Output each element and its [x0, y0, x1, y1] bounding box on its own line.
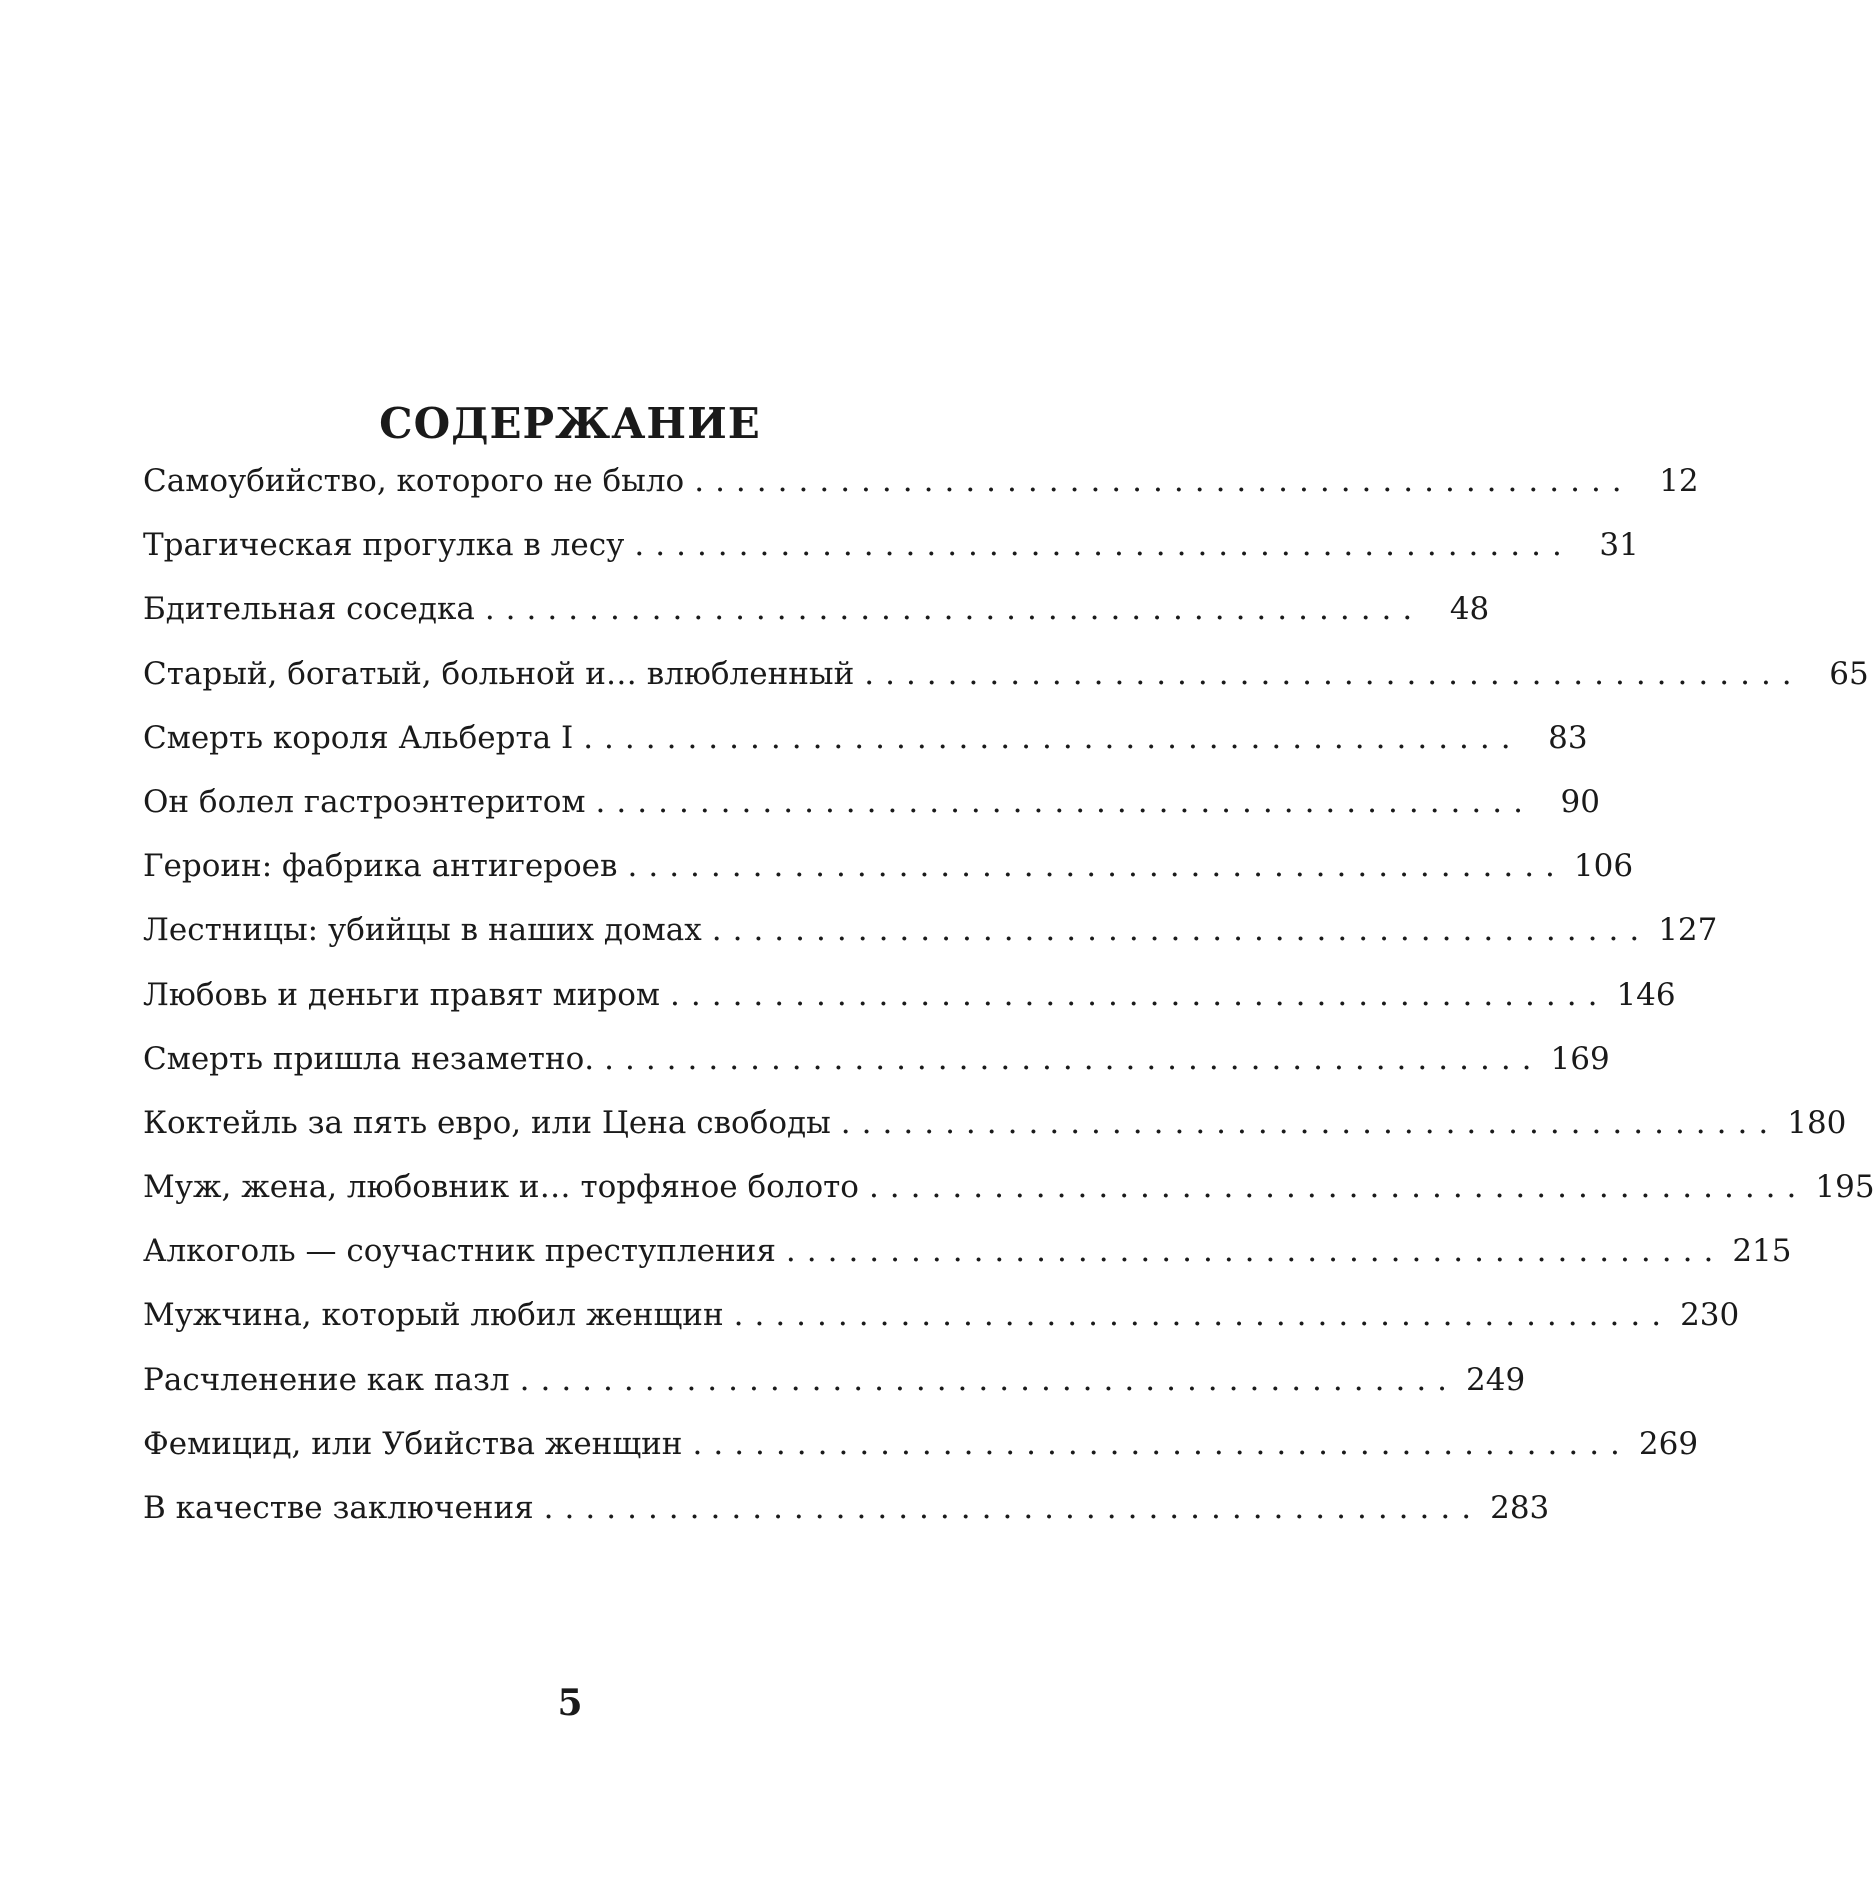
toc-entry [143, 1095, 1847, 1159]
dot-leader: ............................................. [595, 783, 1534, 820]
toc-entry-page: 169 [1550, 1040, 1610, 1077]
toc-entry [143, 1416, 1699, 1480]
toc-entry-title: В качестве заключения [143, 1490, 534, 1526]
dot-leader: ............................................. [868, 1169, 1808, 1206]
dot-leader: ............................................. [785, 1233, 1725, 1270]
toc-entry-page: 90 [1560, 783, 1600, 820]
toc-entry-title: Он болел гастроэнтеритом [143, 783, 586, 820]
toc-entry [143, 453, 1699, 517]
toc-entry [143, 517, 1639, 581]
toc-entry-page: 31 [1599, 527, 1639, 564]
toc-entry [143, 1159, 1875, 1223]
toc-entry-title: Лестницы: убийцы в наших домах [143, 912, 702, 949]
dot-leader: ............................................. [711, 912, 1651, 949]
toc-entry-page: 83 [1548, 719, 1588, 756]
toc-entry [143, 1480, 1550, 1544]
toc-entry-title: Любовь и деньги правят миром [143, 976, 661, 1013]
toc-entry-page: 195 [1815, 1169, 1875, 1206]
dot-leader: ............................................. [583, 719, 1522, 756]
toc-entry [143, 581, 1490, 645]
toc-entry-title: Бдительная соседка [143, 591, 475, 628]
toc-entry-page: 269 [1638, 1425, 1699, 1462]
toc-entry-page: 249 [1466, 1361, 1526, 1398]
toc-entry-title: Мужчина, который любил женщин [143, 1297, 724, 1334]
toc-entry [143, 710, 1588, 774]
toc-entry [143, 774, 1600, 838]
toc-entry-title: Смерть пришла незаметно. [143, 1040, 595, 1077]
toc-entry-page: 283 [1490, 1490, 1550, 1526]
toc-entry [143, 1352, 1526, 1416]
toc-entry-title: Коктейль за пять евро, или Цена свободы [143, 1104, 831, 1141]
dot-leader: ............................................. [670, 976, 1609, 1013]
toc-entry [143, 838, 1634, 902]
toc-entry-title: Героин: фабрика антигероев [143, 848, 618, 885]
contents-heading: СОДЕРЖАНИЕ [379, 399, 761, 449]
dot-leader: ............................................. [840, 1104, 1780, 1141]
dot-leader: ............................................. [694, 463, 1633, 499]
toc-entry-page: 106 [1573, 848, 1634, 885]
toc-entry-title: Фемицид, или Убийства женщин [143, 1425, 683, 1462]
dot-leader: ............................................. [484, 591, 1424, 628]
dot-leader: ............................................. [733, 1297, 1673, 1334]
dot-leader: ............................................. [634, 527, 1573, 564]
toc-entry-title: Расчленение как пазл [143, 1361, 510, 1398]
dot-leader: ............................................. [543, 1490, 1483, 1526]
toc-entry-page: 146 [1616, 976, 1676, 1013]
toc-entry-title: Алкоголь — соучастник преступления [143, 1233, 776, 1270]
dot-leader: ............................................. [627, 848, 1566, 885]
toc-entry-title: Смерть короля Альберта I [143, 719, 574, 756]
toc-entry-page: 215 [1732, 1233, 1792, 1270]
toc-entry [143, 1287, 1740, 1351]
toc-entry-title: Старый, богатый, больной и… влюбленный [143, 655, 855, 692]
toc-entry [143, 967, 1676, 1031]
toc-entry-page: 48 [1449, 591, 1490, 628]
toc-entry [143, 902, 1718, 966]
toc-entry-page: 12 [1659, 463, 1699, 499]
page-number: 5 [557, 1682, 583, 1724]
toc-entry-page: 180 [1787, 1104, 1847, 1141]
dot-leader: ............................................. [864, 655, 1803, 692]
toc-entry [143, 1223, 1792, 1287]
toc-entry-page: 65 [1829, 655, 1869, 692]
toc-entry [143, 1031, 1610, 1095]
table-of-contents [143, 453, 1875, 1544]
toc-entry-title: Трагическая прогулка в лесу [143, 527, 625, 564]
toc-entry-page: 127 [1658, 912, 1718, 949]
toc-entry [143, 646, 1869, 710]
toc-entry-title: Самоубийство, которого не было [143, 463, 685, 499]
dot-leader: ............................................. [519, 1361, 1459, 1398]
dot-leader: ............................................. [692, 1425, 1631, 1462]
toc-entry-title: Муж, жена, любовник и… торфяное болото [143, 1169, 859, 1206]
dot-leader: ............................................. [604, 1040, 1543, 1077]
toc-entry-page: 230 [1680, 1297, 1740, 1334]
